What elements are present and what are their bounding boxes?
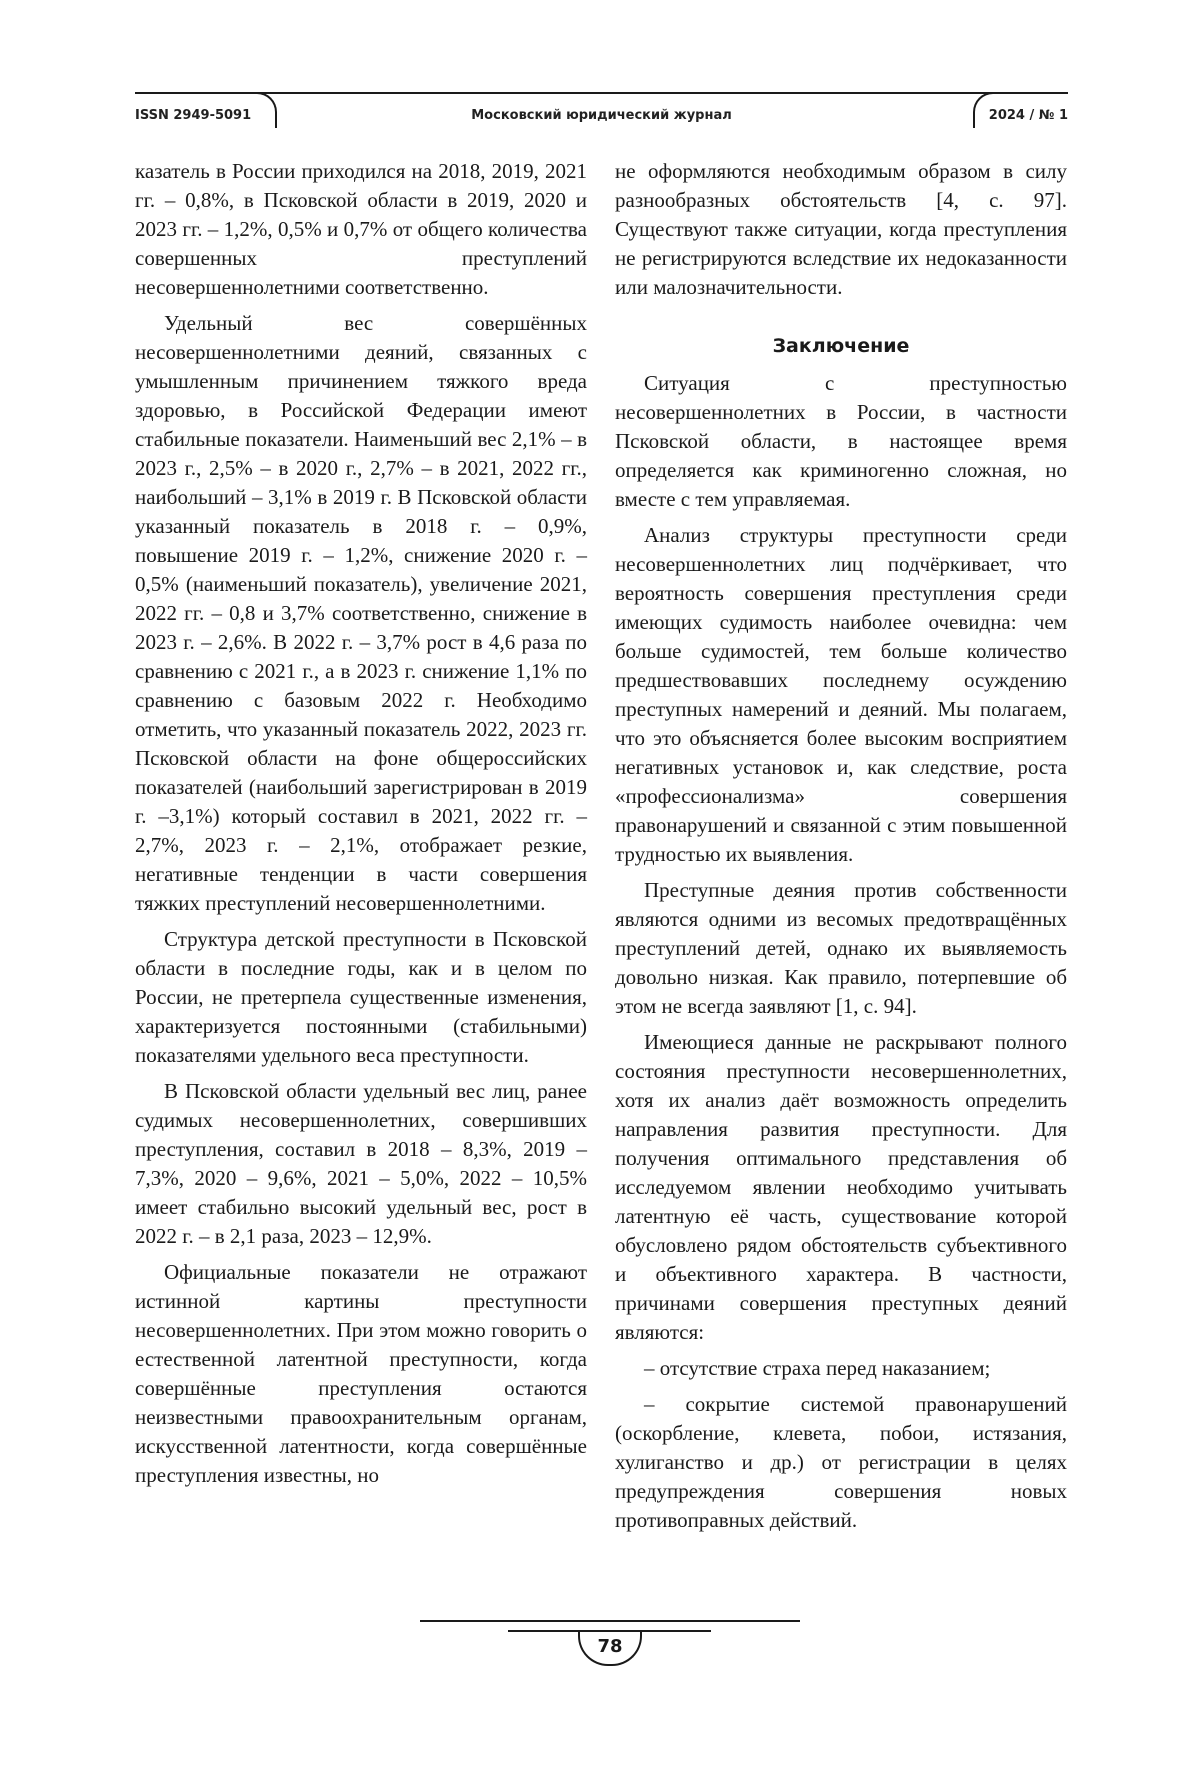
list-item: – отсутствие страха перед наказанием; [644, 1356, 991, 1380]
paragraph-continuation: казатель в России приходился на 2018, 2019, 2021 гг. – 0,8%, в Псковской области в 2019, 2020 и 2023 гг. – 1,2%, 0,5% и 0,7% от общего количества совершенных преступлений несовершеннолетними соответственно. [135, 159, 587, 299]
paragraph: Анализ структуры преступности среди несовершеннолетних лиц подчёркивает, что вероятность совершения преступления среди имеющих судимость наиболее очевидна: чем больше судимостей, тем больше количество предшествовавших последнему осуждению преступных намерений и деяний. Мы полагаем, что это объясняется более высоким восприятием негативных установок и, как следствие, роста «профессионализма» совершения правонарушений и связанной с этим повышенной трудностью их выявления. [615, 523, 1067, 866]
section-heading: Заключение [772, 335, 910, 357]
paragraph: Преступные деяния против собственности являются одними из весомых предотвращённых преступлений детей, однако их выявляемость довольно низкая. Как правило, потерпевшие об этом не всегда заявляют [1, с. 94]. [615, 878, 1067, 1018]
left-column [135, 157, 587, 1497]
journal-title: Московский юридический журнал [471, 108, 732, 123]
paragraph: Удельный вес совершённых несовершеннолетними деяний, связанных с умышленным причинением тяжкого вреда здоровью, в Российской Федерации имеют стабильные показатели. Наименьший вес 2,1% – в 2023 г., 2,5% – в 2020 г., 2,7% – в 2021, 2022 гг., наибольший – 3,1% в 2019 г. В Псковской области указанный показатель в 2018 г. – 0,9%, повышение 2019 г. – 1,2%, снижение 2020 г. – 0,5% (наименьший показатель), увеличение 2021, 2022 гг. – 0,8 и 3,7% соответственно, снижение в 2023 г. – 2,6%. В 2022 г. – 3,7% рост в 4,6 раза по сравнению с 2021 г., а в 2023 г. снижение 1,1% по сравнению с базовым 2022 г. Необходимо отметить, что указанный показатель 2022, 2023 гг. Псковской области на фоне общероссийских показателей (наибольший зарегистрирован в 2019 г. –3,1%) который составил в 2021, 2022 гг. – 2,7%, 2023 г. – 2,1%, отображает резкие, негативные тенденции в части совершения тяжких преступлений несовершеннолетними. [135, 311, 587, 915]
list-item: – сокрытие системой правонарушений (оскорбление, клевета, побои, истязания, хулиганство и др.) от регистрации в целях предупреждения совершения новых противоправных действий. [615, 1392, 1067, 1532]
header-rule [135, 92, 1068, 94]
footer-rule [420, 1620, 800, 1622]
page-footer [0, 1620, 1200, 1700]
paragraph: В Псковской области удельный вес лиц, ранее судимых несовершеннолетних, совершивших преступления, составил в 2018 – 8,3%, 2019 – 7,3%, 2020 – 9,6%, 2021 – 5,0%, 2022 – 10,5% имеет стабильно высокий удельный вес, рост в 2022 г. – в 2,1 раза, 2023 – 12,9%. [135, 1079, 587, 1248]
issn-label: ISSN 2949-5091 [135, 108, 252, 123]
paragraph-continuation: не оформляются необходимым образом в силу разнообразных обстоятельств [4, с. 97]. Существуют также ситуации, когда преступления не регистрируются вследствие их недоказанности или малозначительности. [615, 159, 1067, 299]
paragraph: Структура детской преступности в Псковской области в последние годы, как и в целом по России, не претерпела существенные изменения, характеризуется постоянными (стабильными) показателями удельного веса преступности. [135, 927, 587, 1067]
paragraph: Официальные показатели не отражают истинной картины преступности несовершеннолетних. При этом можно говорить о естественной латентной преступности, когда совершённые преступления остаются неизвестными правоохранительным органам, искусственной латентности, когда совершённые преступления известны, но [135, 1260, 587, 1487]
running-header [135, 88, 1068, 138]
page-number: 78 [578, 1632, 642, 1666]
right-column [615, 157, 1067, 1542]
paragraph: Ситуация с преступностью несовершеннолетних в России, в частности Псковской области, в настоящее время определяется как криминогенно сложная, но вместе с тем управляемая. [615, 371, 1067, 511]
paragraph: Имеющиеся данные не раскрывают полного состояния преступности несовершеннолетних, хотя их анализ даёт возможность определить направления развития преступности. Для получения оптимального представления об исследуемом явлении необходимо учитывать латентную её часть, существование которой обусловлено рядом обстоятельств субъективного и объективного характера. В частности, причинами совершения преступных деяний являются: [615, 1030, 1067, 1344]
issue-number: 2024 / № 1 [988, 108, 1068, 123]
